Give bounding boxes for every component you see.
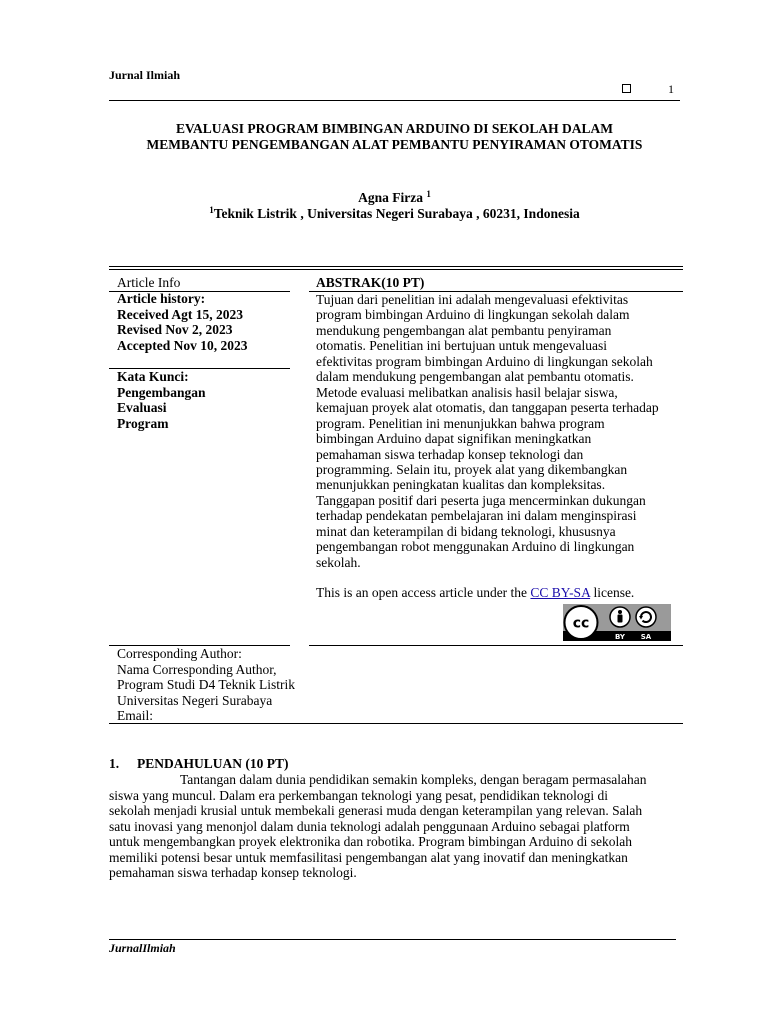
affiliation-text: Teknik Listrik , Universitas Negeri Surabaya , 60231, Indonesia [213, 206, 580, 221]
body-line: satu inovasi yang menonjol dalam dunia teknologi adalah penggunaan Arduino sebagai platform [109, 818, 630, 834]
article-history [117, 291, 247, 353]
abstract-line: kemajuan proyek alat otomatis, dan tanggapan peserta terhadap [316, 400, 659, 416]
section-number: 1. [109, 756, 120, 771]
abstract-line: minat dan keterampilan di bidang teknologi, khususnya [316, 523, 616, 539]
abstract-line: program. Penelitian ini menunjukkan bahwa program [316, 415, 605, 431]
by-label: BY [614, 633, 626, 641]
table-bottom-rule [109, 723, 683, 724]
body-line: memiliki potensi besar untuk memfasilitasi pengembangan alat yang inovatif dan meningkatkan [109, 849, 628, 865]
abstract-line: pengembangan robot menggunakan Arduino di lingkungan [316, 539, 635, 555]
body-line: siswa yang muncul. Dalam era perkembangan teknologi yang pesat, pendidikan teknologi di [109, 787, 608, 803]
title-line-1: EVALUASI PROGRAM BIMBINGAN ARDUINO DI SEKOLAH DALAM [175, 121, 614, 136]
abstract-line: sekolah. [316, 554, 361, 570]
abstract-line: Tujuan dari penelitian ini adalah mengevaluasi efektivitas [316, 292, 629, 307]
author-name: Agna Firza [358, 190, 423, 205]
body-line: untuk mengembangkan proyek elektronika dan robotika. Program bimbingan Arduino di sekolah [109, 834, 633, 849]
abstract-line: programming. Selain itu, proyek alat yang dikembangkan [316, 461, 628, 477]
cc-by-sa-badge-icon[interactable] [563, 604, 671, 641]
affiliation [109, 206, 680, 222]
author [109, 190, 680, 206]
abstract-line: Tanggapan positif dari peserta juga mencerminkan dukungan [316, 492, 646, 508]
cc-by-sa-link[interactable]: CC BY-SA [530, 585, 591, 600]
abstract-line: Metode evaluasi melibatkan analisis hasil belajar siswa, [316, 384, 618, 400]
corr-line: Nama Corresponding Author, [117, 661, 277, 677]
right-rule-2 [309, 645, 683, 646]
abstract-line: program bimbingan Arduino di lingkungan sekolah dalam [316, 307, 630, 323]
by-person-body [618, 615, 623, 623]
affiliation-sup: 1 [209, 205, 214, 215]
corresponding-author [117, 646, 295, 724]
sa-label: SA [640, 633, 652, 641]
journal-name-footer: JurnalIlmiah [109, 941, 176, 955]
body-line: pemahaman siswa terhadap konsep teknologi. [109, 865, 357, 880]
table-top-rule [109, 266, 683, 270]
section-body [109, 772, 684, 881]
keywords [117, 369, 206, 431]
header-rule [109, 100, 680, 101]
abstract-line: otomatis. Penelitian ini bertujuan untuk mengevaluasi [316, 338, 607, 354]
sa-share-icon [636, 607, 656, 627]
footer-rule [109, 939, 676, 940]
corr-line: Universitas Negeri Surabaya [117, 692, 273, 708]
page-number: 1 [668, 82, 674, 96]
abstract-line: menunjukkan peningkatan kualitas dan kompleksitas. [316, 477, 606, 493]
body-line: sekolah menjadi krusial untuk membekali generasi muda dengan keterampilan yang relevan. Salah [109, 803, 643, 818]
keyword-item: Program [117, 415, 169, 431]
abstract-line: pemahaman siswa terhadap konsep teknologi dan [316, 446, 584, 462]
keyword-item: Evaluasi [117, 400, 167, 416]
section-title: PENDAHULUAN (10 PT) [137, 756, 289, 771]
body-line: Tantangan dalam dunia pendidikan semakin kompleks, dengan beragam permasalahan [180, 772, 647, 787]
abstract-line: efektivitas program bimbingan Arduino di lingkungan sekolah [316, 353, 653, 369]
checkbox-square-icon [622, 84, 631, 93]
corr-line: Program Studi D4 Teknik Listrik [117, 677, 296, 693]
by-person-head [618, 610, 622, 614]
paper-title [109, 121, 680, 153]
abstract-line: mendukung pengembangan alat pembantu penyiraman [316, 322, 612, 338]
cc-letters: cc [572, 615, 590, 632]
corr-line: Corresponding Author: [117, 646, 242, 661]
license-statement [316, 585, 634, 601]
abstract-line: bimbingan Arduino dapat signifikan meningkatkan [316, 431, 592, 447]
abstract-line: terhadap pendekatan pembelajaran ini dalam menginspirasi [316, 508, 637, 524]
abstract-text [316, 292, 684, 570]
accepted-date: Accepted Nov 10, 2023 [117, 337, 248, 353]
history-label: Article history: [117, 291, 206, 306]
revised-date: Revised Nov 2, 2023 [117, 322, 233, 338]
article-info-label: Article Info [117, 275, 181, 290]
abstract-title: ABSTRAK(10 PT) [316, 275, 425, 290]
section-heading [109, 756, 289, 772]
corr-line: Email: [117, 708, 153, 724]
journal-name-header: Jurnal Ilmiah [109, 68, 181, 82]
license-suffix: license. [590, 585, 635, 600]
abstract-line: dalam mendukung pengembangan alat pembantu otomatis. [316, 369, 634, 385]
license-prefix: This is an open access article under the [316, 585, 531, 600]
keyword-item: Pengembangan [117, 384, 206, 400]
received-date: Received Agt 15, 2023 [117, 306, 243, 322]
keywords-label: Kata Kunci: [117, 369, 189, 384]
title-line-2: MEMBANTU PENGEMBANGAN ALAT PEMBANTU PENYIRAMAN OTOMATIS [146, 137, 643, 152]
author-sup: 1 [426, 189, 431, 199]
